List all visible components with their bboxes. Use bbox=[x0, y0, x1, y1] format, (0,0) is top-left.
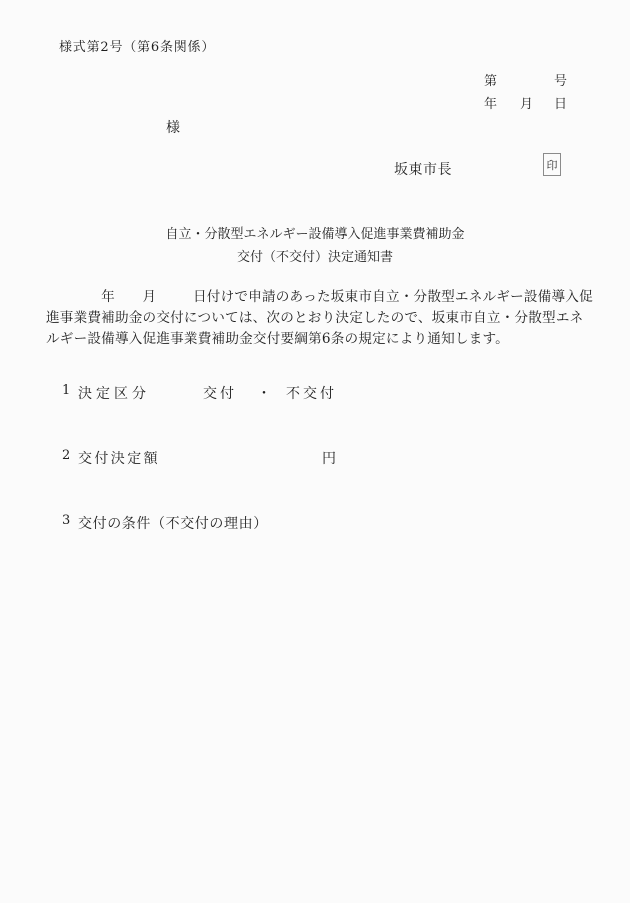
item-1-option-nogrant: 不交付 bbox=[286, 386, 337, 402]
seal-stamp bbox=[543, 153, 561, 176]
doc-number-prefix: 第 bbox=[484, 74, 498, 89]
item-1-label: 決定区分 bbox=[78, 386, 150, 402]
sender-name: 坂東市長 bbox=[394, 162, 452, 178]
item-2-label: 交付決定額 bbox=[78, 451, 160, 467]
document-title-line2: 交付（不交付）決定通知書 bbox=[236, 250, 393, 265]
item-2-number: 2 bbox=[62, 448, 71, 463]
body-paragraph-line1: 年 月 日付けで申請のあった坂東市自立・分散型エネルギー設備導入促 bbox=[46, 289, 593, 305]
item-1-number: 1 bbox=[62, 383, 71, 398]
item-2-currency-unit: 円 bbox=[322, 451, 336, 467]
item-3-label: 交付の条件（不交付の理由） bbox=[78, 516, 268, 532]
item-1-option-separator: ・ bbox=[257, 386, 271, 402]
item-1-option-grant: 交付 bbox=[203, 386, 237, 402]
body-paragraph-line3: ルギー設備導入促進事業費補助金交付要綱第6条の規定により通知します。 bbox=[46, 331, 509, 347]
seal-character: 印 bbox=[546, 158, 558, 172]
date-year-label: 年 bbox=[484, 97, 498, 112]
addressee-honorific: 様 bbox=[166, 120, 180, 136]
date-month-label: 月 bbox=[520, 97, 534, 112]
form-number: 様式第2号（第6条関係） bbox=[59, 40, 216, 55]
doc-number-suffix: 号 bbox=[554, 74, 568, 89]
item-3-number: 3 bbox=[62, 513, 71, 528]
body-paragraph-line2: 進事業費補助金の交付については、次のとおり決定したので、坂東市自立・分散型エネ bbox=[46, 310, 584, 326]
document-title-line1: 自立・分散型エネルギー設備導入促進事業費補助金 bbox=[165, 227, 465, 242]
date-day-label: 日 bbox=[554, 97, 568, 112]
